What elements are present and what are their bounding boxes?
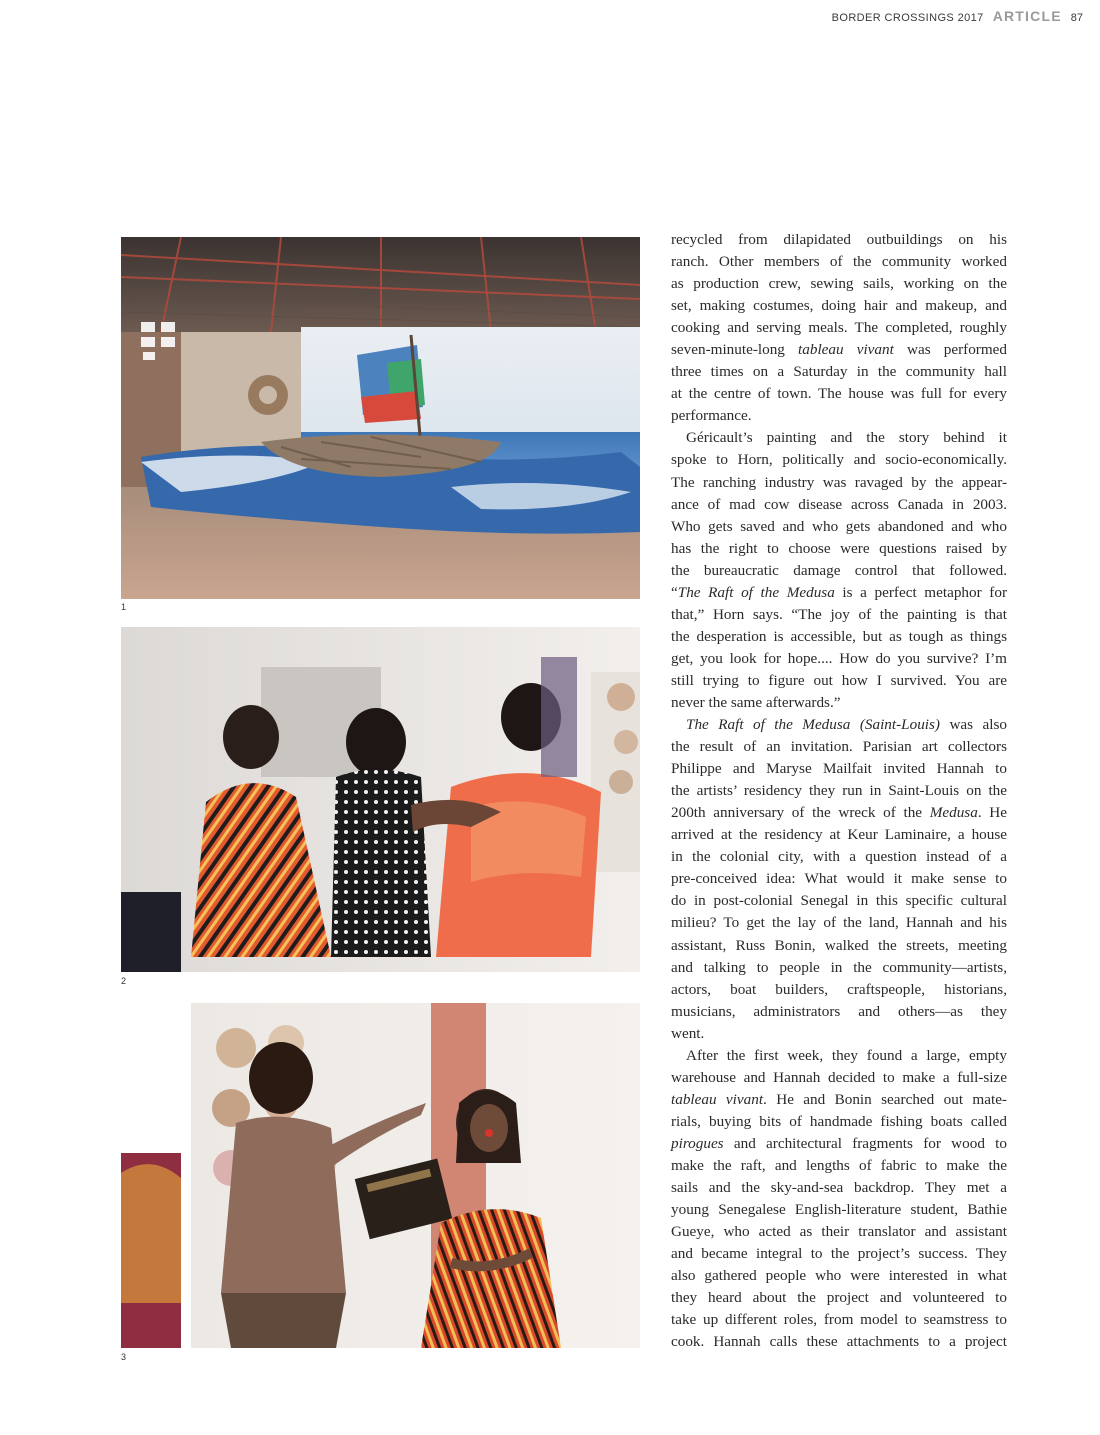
body-line: pirogues and architectural fragments for wood to	[671, 1134, 1007, 1152]
body-line: After the first week, they found a large, empty	[686, 1046, 1007, 1064]
body-line: the result of an invitation. Parisian art collectors	[671, 738, 1007, 756]
body-line: the bureaucratic damage control that followed.	[671, 561, 1007, 579]
figure-number: 3	[121, 1352, 127, 1362]
makeup-session-illustration	[121, 1003, 640, 1348]
body-line: never the same afterwards.”	[671, 693, 841, 711]
italic-title: The Raft of the Medusa	[677, 583, 835, 601]
figure-number: 1	[121, 602, 127, 612]
body-line: performance.	[671, 407, 752, 425]
body-line: young Senegalese English-literature student, Bathie	[671, 1201, 1007, 1219]
body-line: Géricault’s painting and the story behind it	[686, 429, 1007, 447]
body-line: assistant, Russ Bonin, walked the streets, meeting	[671, 936, 1007, 954]
publication-name: BORDER CROSSINGS 2017	[831, 12, 984, 24]
body-line: musicians, administrators and others—as they	[671, 1002, 1007, 1020]
body-line: spoke to Horn, politically and socio-economically.	[671, 451, 1007, 469]
body-line: Gueye, who acted as their translator and assistant	[671, 1223, 1007, 1241]
body-line: and talking to people in the community—artists,	[671, 958, 1007, 976]
body-line: take up different roles, from model to seamstress to	[671, 1311, 1007, 1329]
body-line: as production crew, sewing sails, working on the	[671, 275, 1007, 293]
body-line: the desperation is accessible, but as tough as things	[671, 627, 1007, 645]
body-line: that,” Horn says. “The joy of the painting is that	[671, 605, 1007, 623]
women-costumes-illustration	[121, 627, 640, 972]
running-header	[832, 8, 1083, 24]
body-line: ranch. Other members of the community worked	[671, 253, 1007, 271]
body-line: three times on a Saturday in the community hall	[671, 363, 1007, 381]
body-line: The ranching industry was ravaged by the appear-	[671, 473, 1007, 491]
body-line: the artists’ residency they run in Saint-Louis on the	[671, 782, 1007, 800]
italic-title: Medusa	[929, 804, 978, 822]
body-line: arrived at the residency at Keur Laminaire, a house	[671, 826, 1007, 844]
italic-title: tableau vivant	[798, 341, 894, 359]
italic-title: tableau vivant	[671, 1090, 764, 1108]
body-line: ance of mad cow disease across Canada in 2003.	[671, 495, 1007, 513]
body-line: make the raft, and lengths of fabric to make the	[671, 1156, 1007, 1174]
body-line: still trying to figure out how I survived. You are	[671, 671, 1007, 689]
body-line: in the colonial city, with a question instead of a	[671, 848, 1007, 866]
body-line: at the centre of town. The house was full for every	[671, 385, 1007, 403]
body-line: pre-conceived idea: What would it make sense to	[671, 870, 1007, 888]
body-line: milieu? To get the lay of the land, Hannah and his	[671, 914, 1007, 932]
body-line: warehouse and Hannah decided to make a full-size	[671, 1068, 1007, 1086]
body-line: get, you look for hope.... How do you survive? I’m	[671, 649, 1007, 667]
body-line: went.	[671, 1024, 705, 1042]
body-line: and became integral to the project’s success. They	[671, 1245, 1007, 1263]
body-line: has the right to choose were questions raised by	[671, 539, 1007, 557]
body-line: cook. Hannah calls these attachments to a project	[671, 1333, 1007, 1351]
italic-title: The Raft of the Medusa (Saint-Louis)	[686, 716, 940, 734]
photo-raft-installation	[121, 237, 640, 599]
photo-makeup-session	[121, 1003, 640, 1348]
figure-number: 2	[121, 976, 127, 986]
section-label: ARTICLE	[992, 8, 1062, 24]
italic-term: pirogues	[671, 1134, 724, 1152]
article-body	[671, 229, 1007, 1353]
body-line: “The Raft of the Medusa is a perfect metaphor for	[671, 583, 1007, 601]
body-line: seven-minute-long tableau vivant was performed	[671, 341, 1007, 359]
body-line: set, making costumes, doing hair and makeup, and	[671, 297, 1007, 315]
body-line: The Raft of the Medusa (Saint-Louis) was also	[686, 716, 1007, 734]
photo-women-costumes	[121, 627, 640, 972]
body-line: sails and the sky-and-sea backdrop. They met a	[671, 1179, 1007, 1197]
body-line: Philippe and Maryse Mailfait invited Hannah to	[671, 760, 1007, 778]
body-line: also gathered people who were interested in what	[671, 1267, 1007, 1285]
body-line: cooking and serving meals. The completed, roughly	[671, 319, 1007, 337]
body-line: Who gets saved and who gets abandoned and who	[671, 517, 1007, 535]
body-line: recycled from dilapidated outbuildings on his	[671, 231, 1007, 248]
body-line: tableau vivant. He and Bonin searched out mate-	[671, 1090, 1007, 1108]
body-line: do in post-colonial Senegal in this specific cultural	[671, 892, 1007, 910]
body-line: rials, buying bits of handmade fishing boats called	[671, 1112, 1007, 1130]
body-line: they heard about the project and volunteered to	[671, 1289, 1007, 1307]
page-number: 87	[1070, 12, 1083, 24]
body-line: actors, boat builders, craftspeople, historians,	[671, 980, 1007, 998]
body-line: 200th anniversary of the wreck of the Medusa. He	[671, 804, 1007, 822]
raft-installation-illustration	[121, 237, 640, 599]
